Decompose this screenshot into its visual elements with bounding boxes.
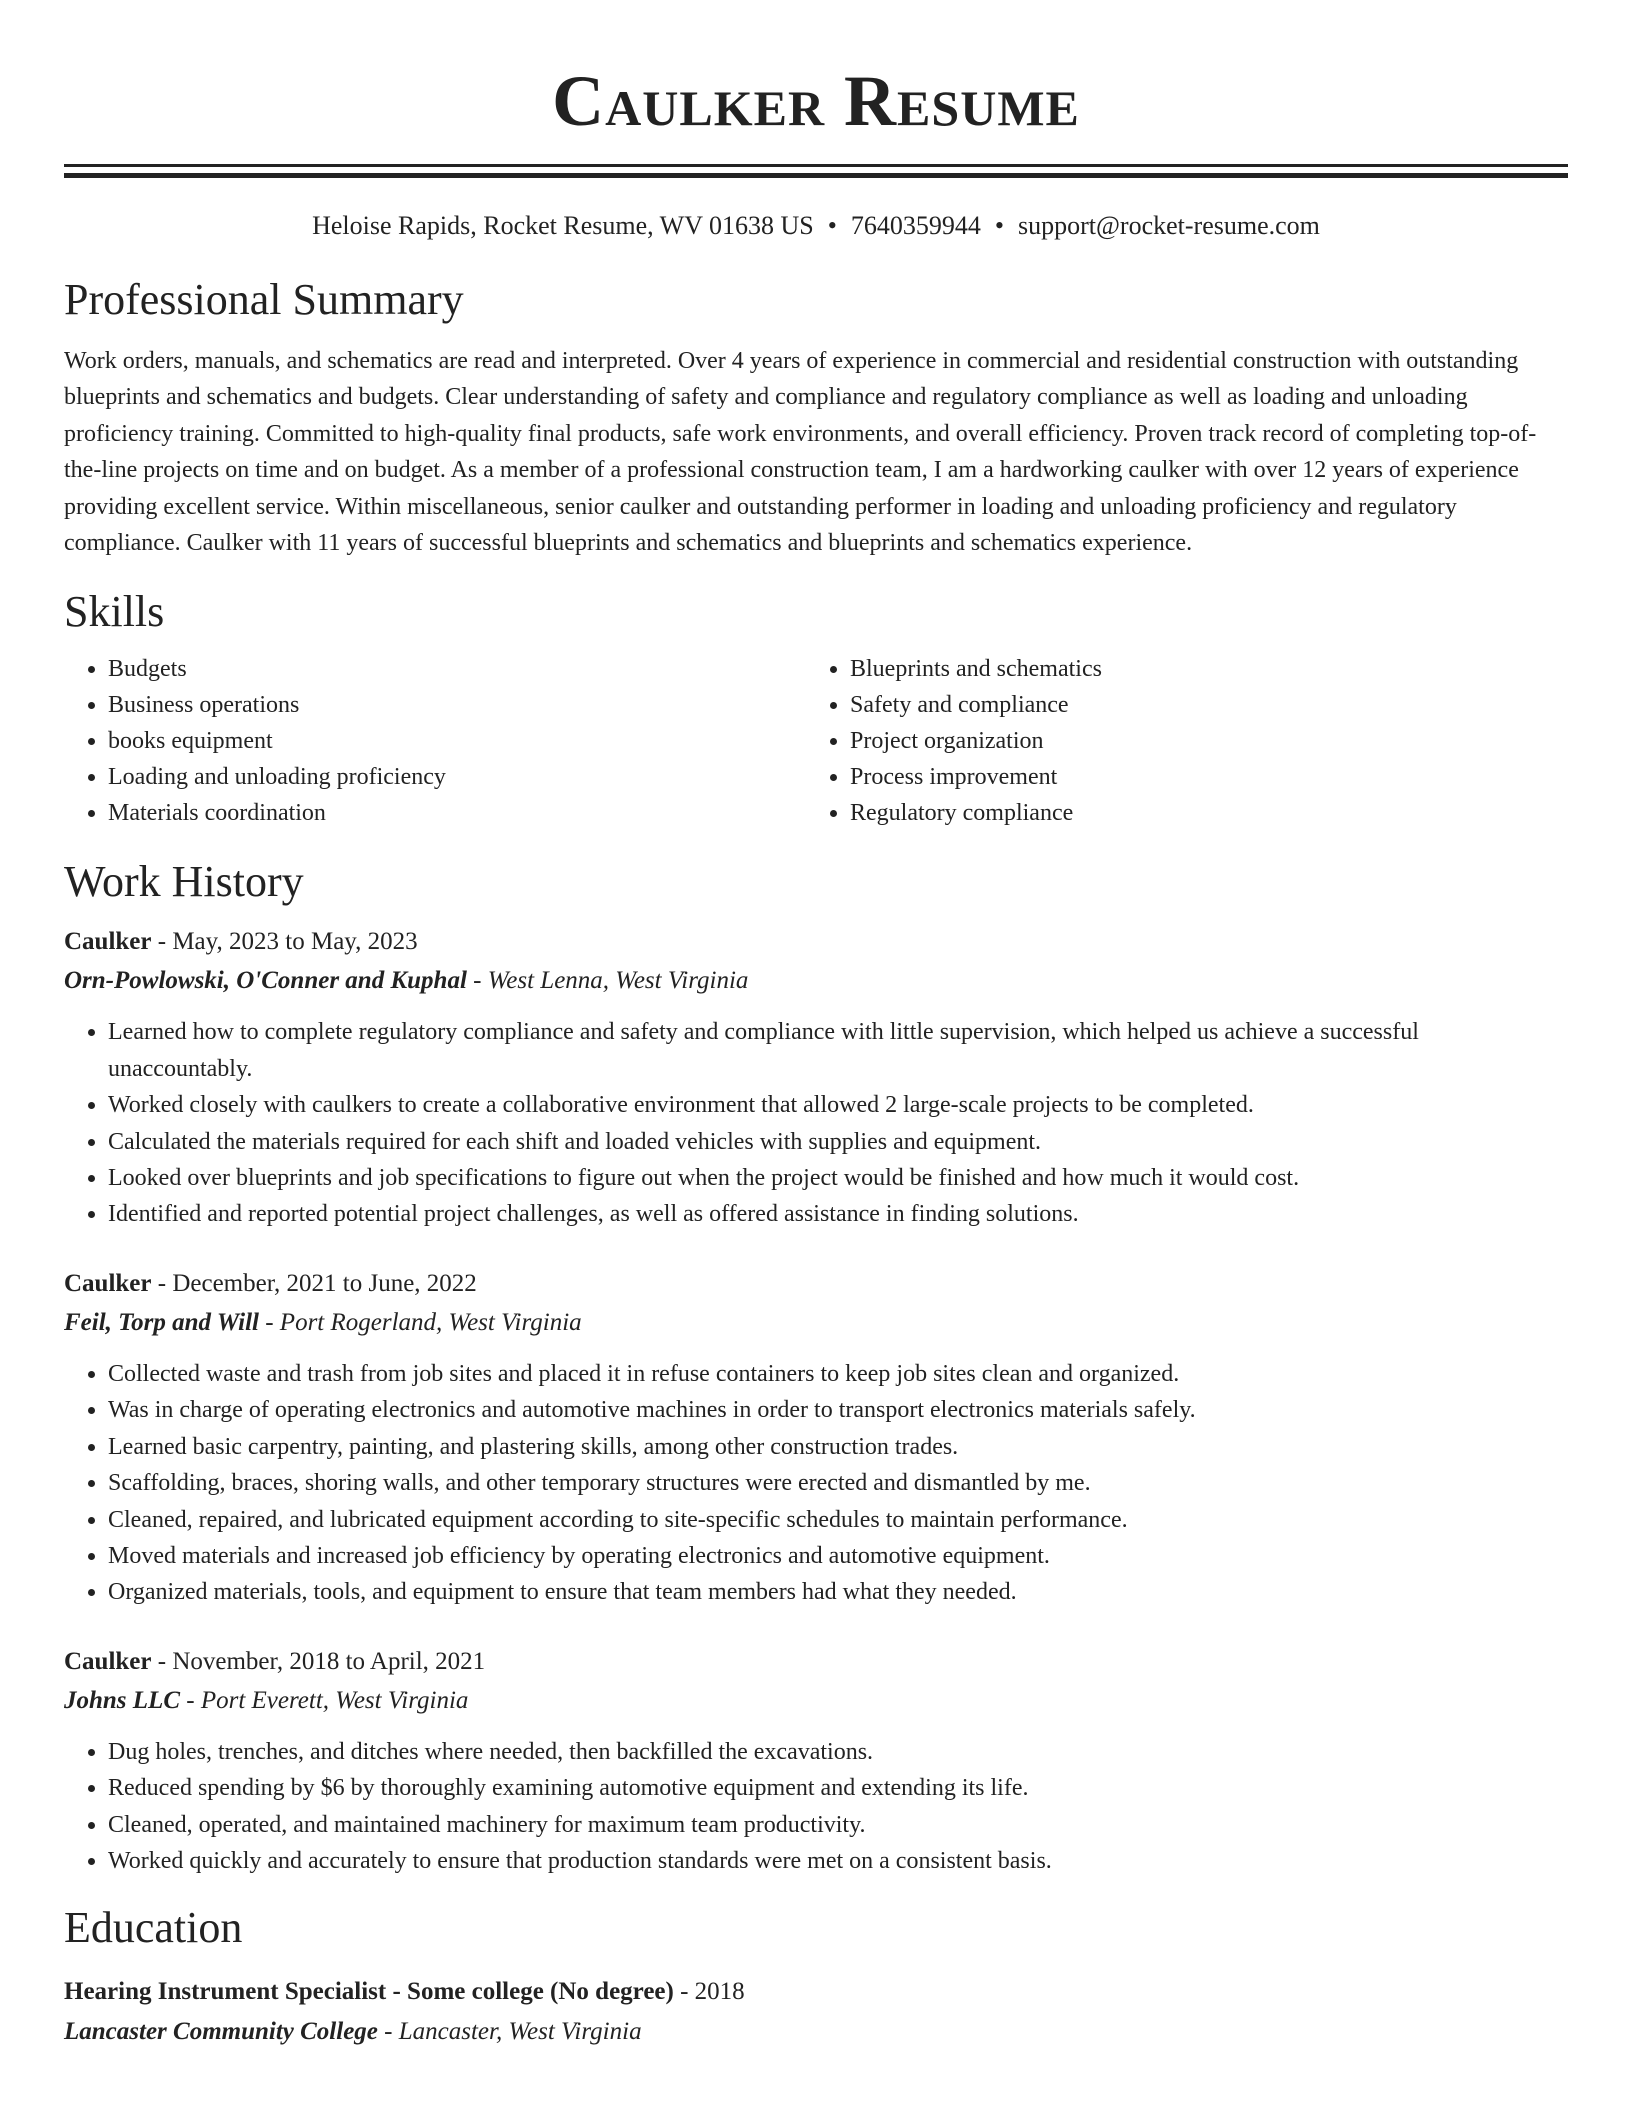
job-bullet: • Learned basic carpentry, painting, and plastering skills, among other construction trades.: [108, 1429, 1568, 1465]
job-bullets: [64, 1014, 1568, 1232]
title-divider: [64, 164, 1568, 178]
education-dash: -: [673, 1978, 695, 2006]
skills-grid: [64, 651, 1568, 831]
job-dates: December, 2021 to June, 2022: [172, 1269, 477, 1297]
job-bullet: • Moved materials and increased job efficiency by operating electronics and automotive equipment.: [108, 1538, 1568, 1574]
job-entry: [64, 923, 1568, 1232]
contact-separator: •: [827, 211, 837, 240]
job-location: Port Rogerland, West Virginia: [279, 1308, 582, 1336]
skill-item: • Blueprints and schematics: [850, 651, 1548, 687]
skill-item: • Regulatory compliance: [850, 795, 1548, 831]
education-degree: Hearing Instrument Specialist - Some college (No degree): [64, 1978, 674, 2006]
skill-item: • Loading and unloading proficiency: [108, 759, 806, 795]
job-entry: [64, 1265, 1568, 1611]
job-entry: [64, 1643, 1568, 1880]
job-bullet: • Was in charge of operating electronics and automotive machines in order to transport electronics materials safely.: [108, 1392, 1568, 1428]
job-bullet: • Looked over blueprints and job specifications to figure out when the project would be finished and how much it would cost.: [108, 1160, 1568, 1196]
job-bullet: • Scaffolding, braces, shoring walls, and other temporary structures were erected and dismantled by me.: [108, 1465, 1568, 1501]
job-dash: -: [258, 1308, 280, 1336]
skill-item: • Process improvement: [850, 759, 1548, 795]
job-role: Caulker: [64, 1269, 152, 1297]
job-header: [64, 923, 1568, 961]
education-dash: -: [377, 2018, 399, 2046]
contact-line: [64, 209, 1568, 243]
job-bullet: • Calculated the materials required for each shift and loaded vehicles with supplies and equipment.: [108, 1124, 1568, 1160]
job-company: Orn-Powlowski, O'Conner and Kuphal: [64, 967, 467, 995]
contact-separator: •: [994, 211, 1004, 240]
contact-phone: 7640359944: [850, 211, 981, 240]
skills-column-left: [64, 651, 806, 831]
job-bullet: • Learned how to complete regulatory compliance and safety and compliance with little supervision, which helped us achieve a successful unaccountably.: [108, 1014, 1568, 1087]
job-role: Caulker: [64, 1647, 152, 1675]
education-header: [64, 1973, 1568, 2011]
job-header: [64, 1265, 1568, 1303]
job-bullets: [64, 1356, 1568, 1611]
contact-email: support@rocket-resume.com: [1017, 211, 1320, 240]
job-company: Johns LLC: [64, 1686, 181, 1714]
job-bullet: • Worked closely with caulkers to create a collaborative environment that allowed 2 large-scale projects to be completed.: [108, 1087, 1568, 1123]
skill-item: • books equipment: [108, 723, 806, 759]
education-school: Lancaster Community College: [64, 2018, 378, 2046]
education-entry: [64, 1973, 1568, 2051]
job-bullet: • Collected waste and trash from job sites and placed it in refuse containers to keep job sites clean and organized.: [108, 1356, 1568, 1392]
divider-thin-line: [64, 164, 1568, 167]
job-bullets: [64, 1734, 1568, 1880]
skill-item: • Project organization: [850, 723, 1548, 759]
contact-address: Heloise Rapids, Rocket Resume, WV 01638 US: [312, 211, 814, 240]
section-heading-summary: Professional Summary: [64, 275, 464, 324]
education-school-line: [64, 2013, 1568, 2051]
education-year: 2018: [694, 1978, 745, 2006]
divider-thick-line: [64, 173, 1568, 178]
job-dash: -: [466, 967, 488, 995]
section-heading-skills: Skills: [64, 587, 165, 637]
job-role: Caulker: [64, 928, 152, 956]
job-company: Feil, Torp and Will: [64, 1308, 259, 1336]
job-bullet: • Worked quickly and accurately to ensure that production standards were met on a consistent basis.: [108, 1843, 1568, 1879]
job-dates: May, 2023 to May, 2023: [172, 928, 418, 956]
section-heading-education: Education: [64, 1903, 243, 1953]
education-location: Lancaster, West Virginia: [398, 2018, 642, 2046]
resume-title: Caulker Resume: [552, 61, 1080, 141]
skill-item: • Safety and compliance: [850, 687, 1548, 723]
job-location: Port Everett, West Virginia: [200, 1686, 469, 1714]
job-dash: -: [151, 1269, 173, 1297]
job-bullet: • Dug holes, trenches, and ditches where needed, then backfilled the excavations.: [108, 1734, 1568, 1770]
job-employer-line: [64, 962, 1568, 1000]
job-dash: -: [151, 928, 173, 956]
skill-item: • Budgets: [108, 651, 806, 687]
job-bullet: • Reduced spending by $6 by thoroughly examining automotive equipment and extending its life.: [108, 1770, 1568, 1806]
skills-column-right: [806, 651, 1548, 831]
job-dash: -: [180, 1686, 201, 1714]
job-location: West Lenna, West Virginia: [487, 967, 749, 995]
job-employer-line: [64, 1304, 1568, 1342]
job-dash: -: [151, 1647, 173, 1675]
section-heading-work-history: Work History: [64, 857, 304, 907]
summary-text: Work orders, manuals, and schematics are read and interpreted. Over 4 years of experience in commercial and residential construction with outstanding blueprints and schematics and budgets. Clear understanding of safety and compliance and regulatory compliance as well as loading and unloading proficiency training. Committed to high-quality final products, safe work environments, and overall efficiency. Proven track record of completing top-of-the-line projects on time and on budget. As a member of a professional construction team, I am a hardworking caulker with over 12 years of experience providing excellent service. Within miscellaneous, senior caulker and outstanding performer in loading and unloading proficiency and regulatory compliance. Caulker with 11 years of successful blueprints and schematics and blueprints and schematics experience.: [64, 348, 1537, 557]
skill-item: • Materials coordination: [108, 795, 806, 831]
job-bullet: • Cleaned, repaired, and lubricated equipment according to site-specific schedules to maintain performance.: [108, 1502, 1568, 1538]
job-bullet: • Identified and reported potential project challenges, as well as offered assistance in finding solutions.: [108, 1196, 1568, 1232]
job-header: [64, 1643, 1568, 1681]
job-dates: November, 2018 to April, 2021: [172, 1647, 486, 1675]
job-employer-line: [64, 1682, 1568, 1720]
job-bullet: • Organized materials, tools, and equipment to ensure that team members had what they needed.: [108, 1574, 1568, 1610]
job-bullet: • Cleaned, operated, and maintained machinery for maximum team productivity.: [108, 1807, 1568, 1843]
skill-item: • Business operations: [108, 687, 806, 723]
